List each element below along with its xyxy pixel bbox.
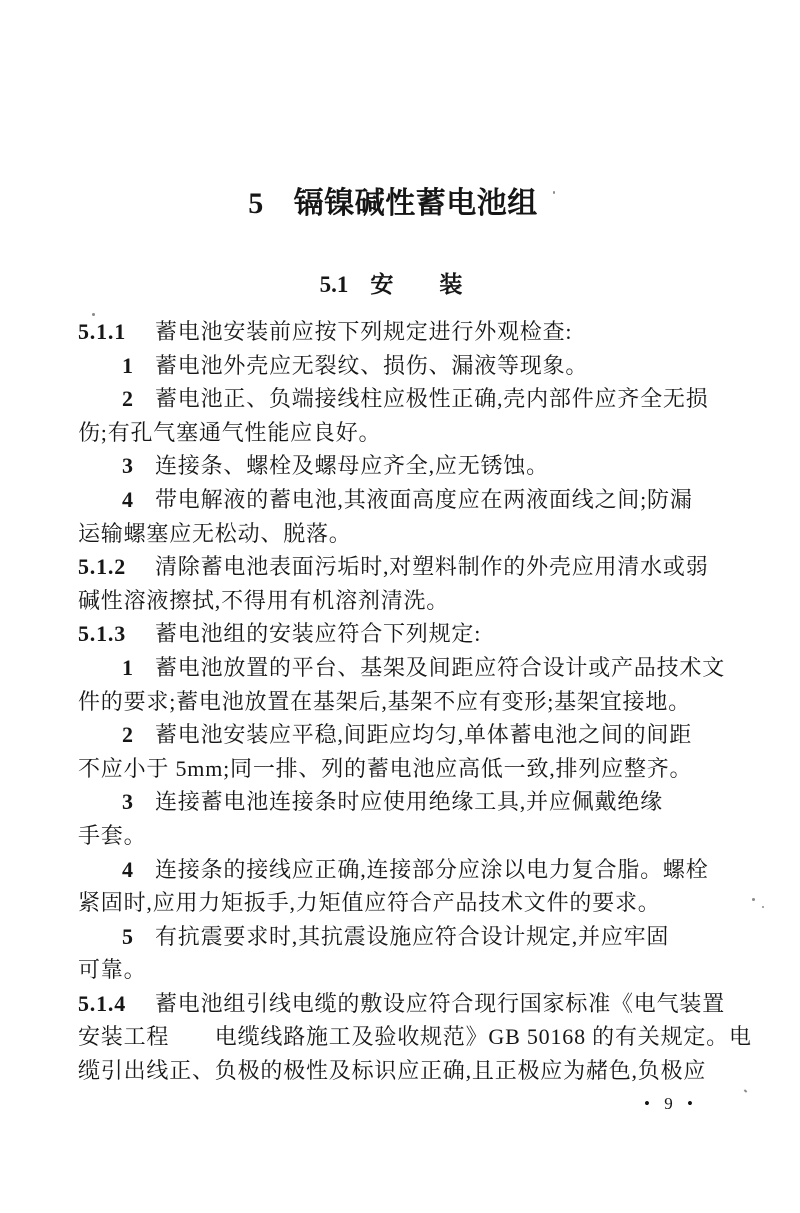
text-line [78, 819, 738, 853]
scan-speck [744, 1089, 748, 1092]
text-line [78, 416, 738, 450]
chapter-title [0, 178, 800, 222]
clause-number: 1 [122, 352, 134, 378]
clause-text: 蓄电池外壳应无裂纹、损伤、漏液等现象。 [155, 352, 589, 378]
clause-text: 有抗震要求时,其抗震设施应符合设计规定,并应牢固 [155, 923, 670, 949]
text-line [78, 550, 738, 584]
scan-speck [752, 898, 755, 901]
text-line [78, 651, 738, 685]
clause-number: 5.1.3 [78, 621, 126, 647]
clause-number: 5.1.4 [78, 990, 126, 1016]
section-heading-text: 安 装 [370, 272, 463, 297]
clause-number: 5.1.2 [78, 554, 126, 580]
clause-number: 4 [122, 486, 134, 512]
clause-text: 连接条的接线应正确,连接部分应涂以电力复合脂。螺栓 [155, 856, 709, 882]
clause-text: 清除蓄电池表面污垢时,对塑料制作的外壳应用清水或弱 [155, 554, 709, 580]
text-line [78, 785, 738, 819]
clause-text: 紧固时,应用力矩扳手,力矩值应符合产品技术文件的要求。 [78, 890, 661, 916]
clause-text: 安装工程 电缆线路施工及验收规范》GB 50168 的有关规定。电 [78, 1024, 752, 1050]
clause-number: 4 [122, 856, 134, 882]
text-line [78, 382, 738, 416]
chapter-title-text: 镉镍碱性蓄电池组 [293, 187, 538, 220]
page-number: • 9 • [644, 1094, 698, 1113]
text-line [78, 517, 738, 551]
text-line [78, 853, 738, 887]
section-heading [0, 266, 800, 299]
text-line [78, 483, 738, 517]
clause-text: 蓄电池放置的平台、基架及间距应符合设计或产品技术文 [155, 654, 726, 680]
scan-speck [762, 906, 764, 908]
text-line [78, 1054, 738, 1088]
clause-text: 手套。 [78, 822, 147, 848]
text-line [78, 584, 738, 618]
clause-text: 蓄电池安装前应按下列规定进行外观检查: [155, 319, 573, 344]
clause-text: 缆引出线正、负极的极性及标识应正确,且正极应为赭色,负极应 [78, 1058, 707, 1084]
clause-text: 碱性溶液擦拭,不得用有机溶剂清洗。 [78, 587, 450, 613]
clause-number: 3 [122, 789, 134, 815]
section-number: 5.1 [319, 272, 349, 297]
text-line [78, 1020, 752, 1054]
clause-text: 连接条、螺栓及螺母应齐全,应无锈蚀。 [155, 453, 549, 479]
clause-number: 3 [122, 453, 134, 479]
clause-text: 伤;有孔气塞通气性能应良好。 [78, 419, 382, 445]
text-line [78, 987, 738, 1021]
text-line [78, 920, 738, 954]
clause-number: 5.1.1 [78, 319, 126, 344]
clause-number: 5 [122, 923, 134, 949]
body-text [78, 315, 752, 1088]
clause-number: 2 [122, 722, 134, 748]
clause-text: 不应小于 5mm;同一排、列的蓄电池应高低一致,排列应整齐。 [78, 755, 693, 781]
scan-speck [553, 191, 555, 194]
clause-text: 蓄电池组引线电缆的敷设应符合现行国家标准《电气装置 [155, 990, 726, 1016]
clause-text: 件的要求;蓄电池放置在基架后,基架不应有变形;基架宜接地。 [78, 688, 691, 714]
text-line [78, 349, 738, 383]
clause-text: 蓄电池安装应平稳,间距应均匀,单体蓄电池之间的间距 [155, 722, 693, 748]
clause-number: 1 [122, 654, 134, 680]
text-line [78, 752, 738, 786]
text-line [78, 449, 738, 483]
clause-text: 运输螺塞应无松动、脱落。 [78, 520, 352, 546]
text-line [78, 617, 738, 651]
text-line [78, 718, 738, 752]
chapter-number: 5 [248, 187, 264, 220]
clause-text: 蓄电池组的安装应符合下列规定: [155, 621, 482, 647]
scan-speck [92, 313, 95, 316]
text-line [78, 953, 738, 987]
text-line [78, 685, 738, 719]
clause-text: 蓄电池正、负端接线柱应极性正确,壳内部件应齐全无损 [155, 386, 709, 412]
text-line [78, 315, 738, 349]
clause-text: 可靠。 [78, 957, 147, 983]
clause-number: 2 [122, 386, 134, 412]
clause-text: 带电解液的蓄电池,其液面高度应在两液面线之间;防漏 [155, 486, 693, 512]
text-line [78, 886, 738, 920]
clause-text: 连接蓄电池连接条时应使用绝缘工具,并应佩戴绝缘 [155, 789, 663, 815]
